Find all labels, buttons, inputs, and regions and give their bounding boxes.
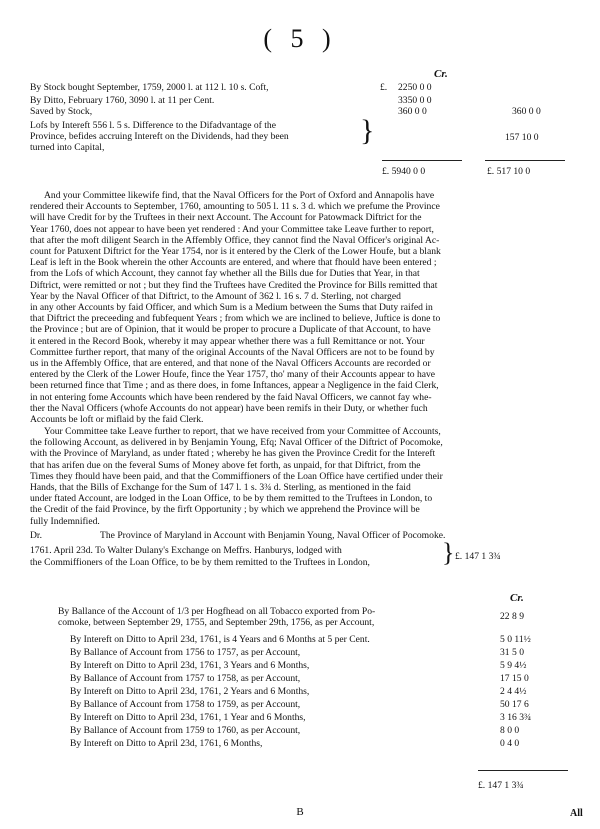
bottom-row-10-amount: 8 0 0 bbox=[500, 725, 520, 736]
bottom-row-4-amount: 31 5 0 bbox=[500, 647, 524, 658]
para1-line: Year 1760, does not appear to have been yet rendered : And your Committee take Leave further to report, bbox=[30, 223, 434, 235]
bottom-row-4: By Ballance of Account from 1756 to 1757, as per Account, bbox=[70, 647, 301, 658]
top-row-2: By Ditto, February 1760, 3090 l. at 11 per Cent. bbox=[30, 95, 215, 106]
bottom-row-7-amount: 2 4 4½ bbox=[500, 686, 527, 697]
bottom-row-8-amount: 50 17 6 bbox=[500, 699, 529, 710]
para1-line: And your Committee likewife find, that the Naval Officers for the Port of Oxford and Annapolis have bbox=[44, 190, 435, 201]
bottom-row-9-amount: 3 16 3¾ bbox=[500, 712, 532, 723]
top-total-right: £. 517 10 0 bbox=[487, 166, 531, 177]
account-heading: The Province of Maryland in Account with Benjamin Young, Naval Officer of Pocomoke. bbox=[100, 530, 446, 541]
para2-line: Times they fhould have been paid, and that the Commiffioners of the Loan Office have certified under their bbox=[30, 470, 443, 482]
dr-label: Dr. bbox=[30, 530, 42, 541]
top-row-3: Saved by Stock, bbox=[30, 106, 93, 117]
bottom-row-11: By Intereft on Ditto to April 23d, 1761, 6 Months, bbox=[70, 738, 263, 749]
para2-line: under ftated Account, are lodged in the Loan Office, to be by them remitted to the Truftees in London, to bbox=[30, 493, 433, 505]
brace-dr: } bbox=[442, 538, 455, 567]
bottom-row-1: By Ballance of the Account of 1/3 per Hogfhead on all Tobacco exported from Po- bbox=[58, 606, 376, 617]
para1-line: will have Credit for by the Truftees in their next Account. The Account for Patowmack Diftrict for the bbox=[30, 212, 422, 224]
para2-line: the following Account, as delivered in by Benjamin Young, Efq; Naval Officer of the Diftrict of Pocomoke, bbox=[30, 437, 443, 449]
total-rule-left bbox=[382, 160, 462, 161]
bottom-row-2: comoke, between September 29, 1755, and September 29th, 1756, as per Account, bbox=[58, 617, 375, 628]
para1-line: been returned fince that Time ; and as there does, in fome Inftances, appear a Negligence in the faid Clerk, bbox=[30, 380, 439, 392]
account-line-1: 1761. April 23d. To Walter Dulany's Exchange on Meffrs. Hanburys, lodged with bbox=[30, 545, 342, 556]
top-row-5-amount-right: 157 10 0 bbox=[505, 132, 539, 143]
para1-line: Committee further report, that many of the original Accounts of the Naval Officers are not to be found by bbox=[30, 346, 435, 358]
bottom-row-9: By Intereft on Ditto to April 23d, 1761, 1 Year and 6 Months, bbox=[70, 712, 306, 723]
bottom-row-3-amount: 5 0 11½ bbox=[500, 634, 531, 645]
top-row-1: By Stock bought September, 1759, 2000 l. at 112 l. 10 s. Coft, bbox=[30, 82, 269, 93]
para2-line: Your Committee take Leave further to report, that we have received from your Committee of Accounts, bbox=[44, 426, 441, 437]
para1-line: in not entering fome Accounts which have been rendered by the faid Naval Officers, we cannot fay whe- bbox=[30, 391, 432, 403]
bottom-row-10: By Ballance of Account from 1759 to 1760, as per Account, bbox=[70, 725, 301, 736]
para1-line: the Province ; but are of Opinion, that it would be proper to procure a Duplicate of that Account, to have bbox=[30, 324, 431, 336]
para1-line: from the Lofs of which Account, they cannot fay whether all the Bills due for Duties that Year, in that bbox=[30, 268, 420, 280]
top-row-3-amount-right: 360 0 0 bbox=[512, 106, 541, 117]
para1-line: count for Patuxent Diftrict for the Year 1754, nor is it entered by the Clerk of the Lower Houfe, but a blank bbox=[30, 246, 441, 258]
total-rule-right bbox=[485, 160, 565, 161]
para1-line: Year by the Naval Officer of that Diftrict, to the Amount of 362 l. 16 s. 7 d. Sterling, not charged bbox=[30, 290, 401, 302]
para1-line: Leaf is left in the Book wherein the other Accounts are entered, and where that fhould have been entered ; bbox=[30, 257, 437, 269]
bottom-row-2-amount: 22 8 9 bbox=[500, 611, 524, 622]
cr-label-bottom: Cr. bbox=[510, 592, 524, 604]
top-row-5: Province, befides accruing Intereft on the Dividends, had they been bbox=[30, 131, 289, 142]
bottom-row-6: By Ballance of Account from 1757 to 1758, as per Account, bbox=[70, 673, 301, 684]
paragraph-naval-officers bbox=[30, 190, 578, 425]
para1-line: entered by the Clerk of the Lower Houfe, fince the Year 1757, tho' many of their Accounts appear to have bbox=[30, 369, 436, 381]
bottom-row-7: By Intereft on Ditto to April 23d, 1761, 2 Years and 6 Months, bbox=[70, 686, 310, 697]
bottom-row-6-amount: 17 15 0 bbox=[500, 673, 529, 684]
catchword: All bbox=[570, 808, 583, 819]
cr-label-top: Cr. bbox=[434, 68, 448, 80]
top-row-1-amount: 2250 0 0 bbox=[398, 82, 432, 93]
para2-line: with the Province of Maryland, as under ftated ; whereby he has given the Province Credit for the Intereft bbox=[30, 448, 436, 460]
para1-line: Diftrict, were remitted or not ; but they find the Truftees have Credited the Province for Bills remitted that bbox=[30, 279, 438, 291]
account-line-2: the Commiffioners of the Loan Office, to be by them remitted to the Truftees in London, bbox=[30, 557, 370, 568]
signature-mark: B bbox=[296, 806, 304, 818]
para2-line: the Credit of the faid Province, by the firft Opportunity ; by which we apprehend the Province will be bbox=[30, 504, 420, 516]
dr-amount: £. 147 1 3¾ bbox=[455, 551, 501, 562]
para1-line: ther the Naval Officers (whofe Accounts do not appear) have been remifs in their Duty, or whether fuch bbox=[30, 402, 428, 414]
para1-line: us in the Affembly Office, that are entered, and that none of the Naval Officers Accounts are recorded or bbox=[30, 358, 431, 370]
para1-line: Accounts be loft or miflaid by the faid Clerk. bbox=[30, 414, 204, 426]
para2-line: Hands, that the Bills of Exchange for the Sum of 147 l. 1 s. 3¾ d. Sterling, as mentioned in the faid bbox=[30, 482, 411, 494]
para2-line: fully Indemnified. bbox=[30, 515, 100, 527]
bottom-row-11-amount: 0 4 0 bbox=[500, 738, 520, 749]
para1-line: rendered their Accounts to September, 1760, amounting to 505 l. 11 s. 3 d. which we prefume the Province bbox=[30, 201, 440, 213]
top-row-2-amount: 3350 0 0 bbox=[398, 95, 432, 106]
bottom-row-5-amount: 5 9 4½ bbox=[500, 660, 527, 671]
brace: } bbox=[360, 114, 375, 147]
top-row-4: Lofs by Intereft 556 l. 5 s. Difference to the Difadvantage of the bbox=[30, 120, 276, 131]
para1-line: it entered in the Record Book, whereby it may appear whether there was a full Remittance or not. Your bbox=[30, 335, 425, 347]
top-row-6: turned into Capital, bbox=[30, 142, 105, 153]
top-row-3-amount: 360 0 0 bbox=[398, 106, 427, 117]
para1-line: that Diftrict the preceeding and fubfequent Years ; from which we are inclined to believe, Juftice is done to bbox=[30, 313, 441, 325]
page-number: ( 5 ) bbox=[263, 24, 337, 53]
bottom-total-rule bbox=[478, 770, 568, 771]
bottom-row-8: By Ballance of Account from 1758 to 1759, as per Account, bbox=[70, 699, 301, 710]
bottom-row-3: By Intereft on Ditto to April 23d, 1761, is 4 Years and 6 Months at 5 per Cent. bbox=[70, 634, 370, 645]
paragraph-pocomoke-account bbox=[30, 426, 578, 527]
bottom-total: £. 147 1 3¾ bbox=[478, 780, 524, 791]
top-row-1-currency: £. bbox=[380, 82, 388, 93]
bottom-row-5: By Intereft on Ditto to April 23d, 1761, 3 Years and 6 Months, bbox=[70, 660, 310, 671]
para1-line: that after the moft diligent Search in the Affembly Office, they cannot find the Naval Officer's original Ac- bbox=[30, 234, 440, 246]
top-total-left: £. 5940 0 0 bbox=[382, 166, 426, 177]
para1-line: in any other Accounts by faid Officer, and which Sum is a Medium between the Sums that Duty raifed in bbox=[30, 302, 433, 314]
para2-line: that has arifen due on the feveral Sums of Money above fet forth, as unpaid, for that Diftrict, from the bbox=[30, 459, 421, 471]
